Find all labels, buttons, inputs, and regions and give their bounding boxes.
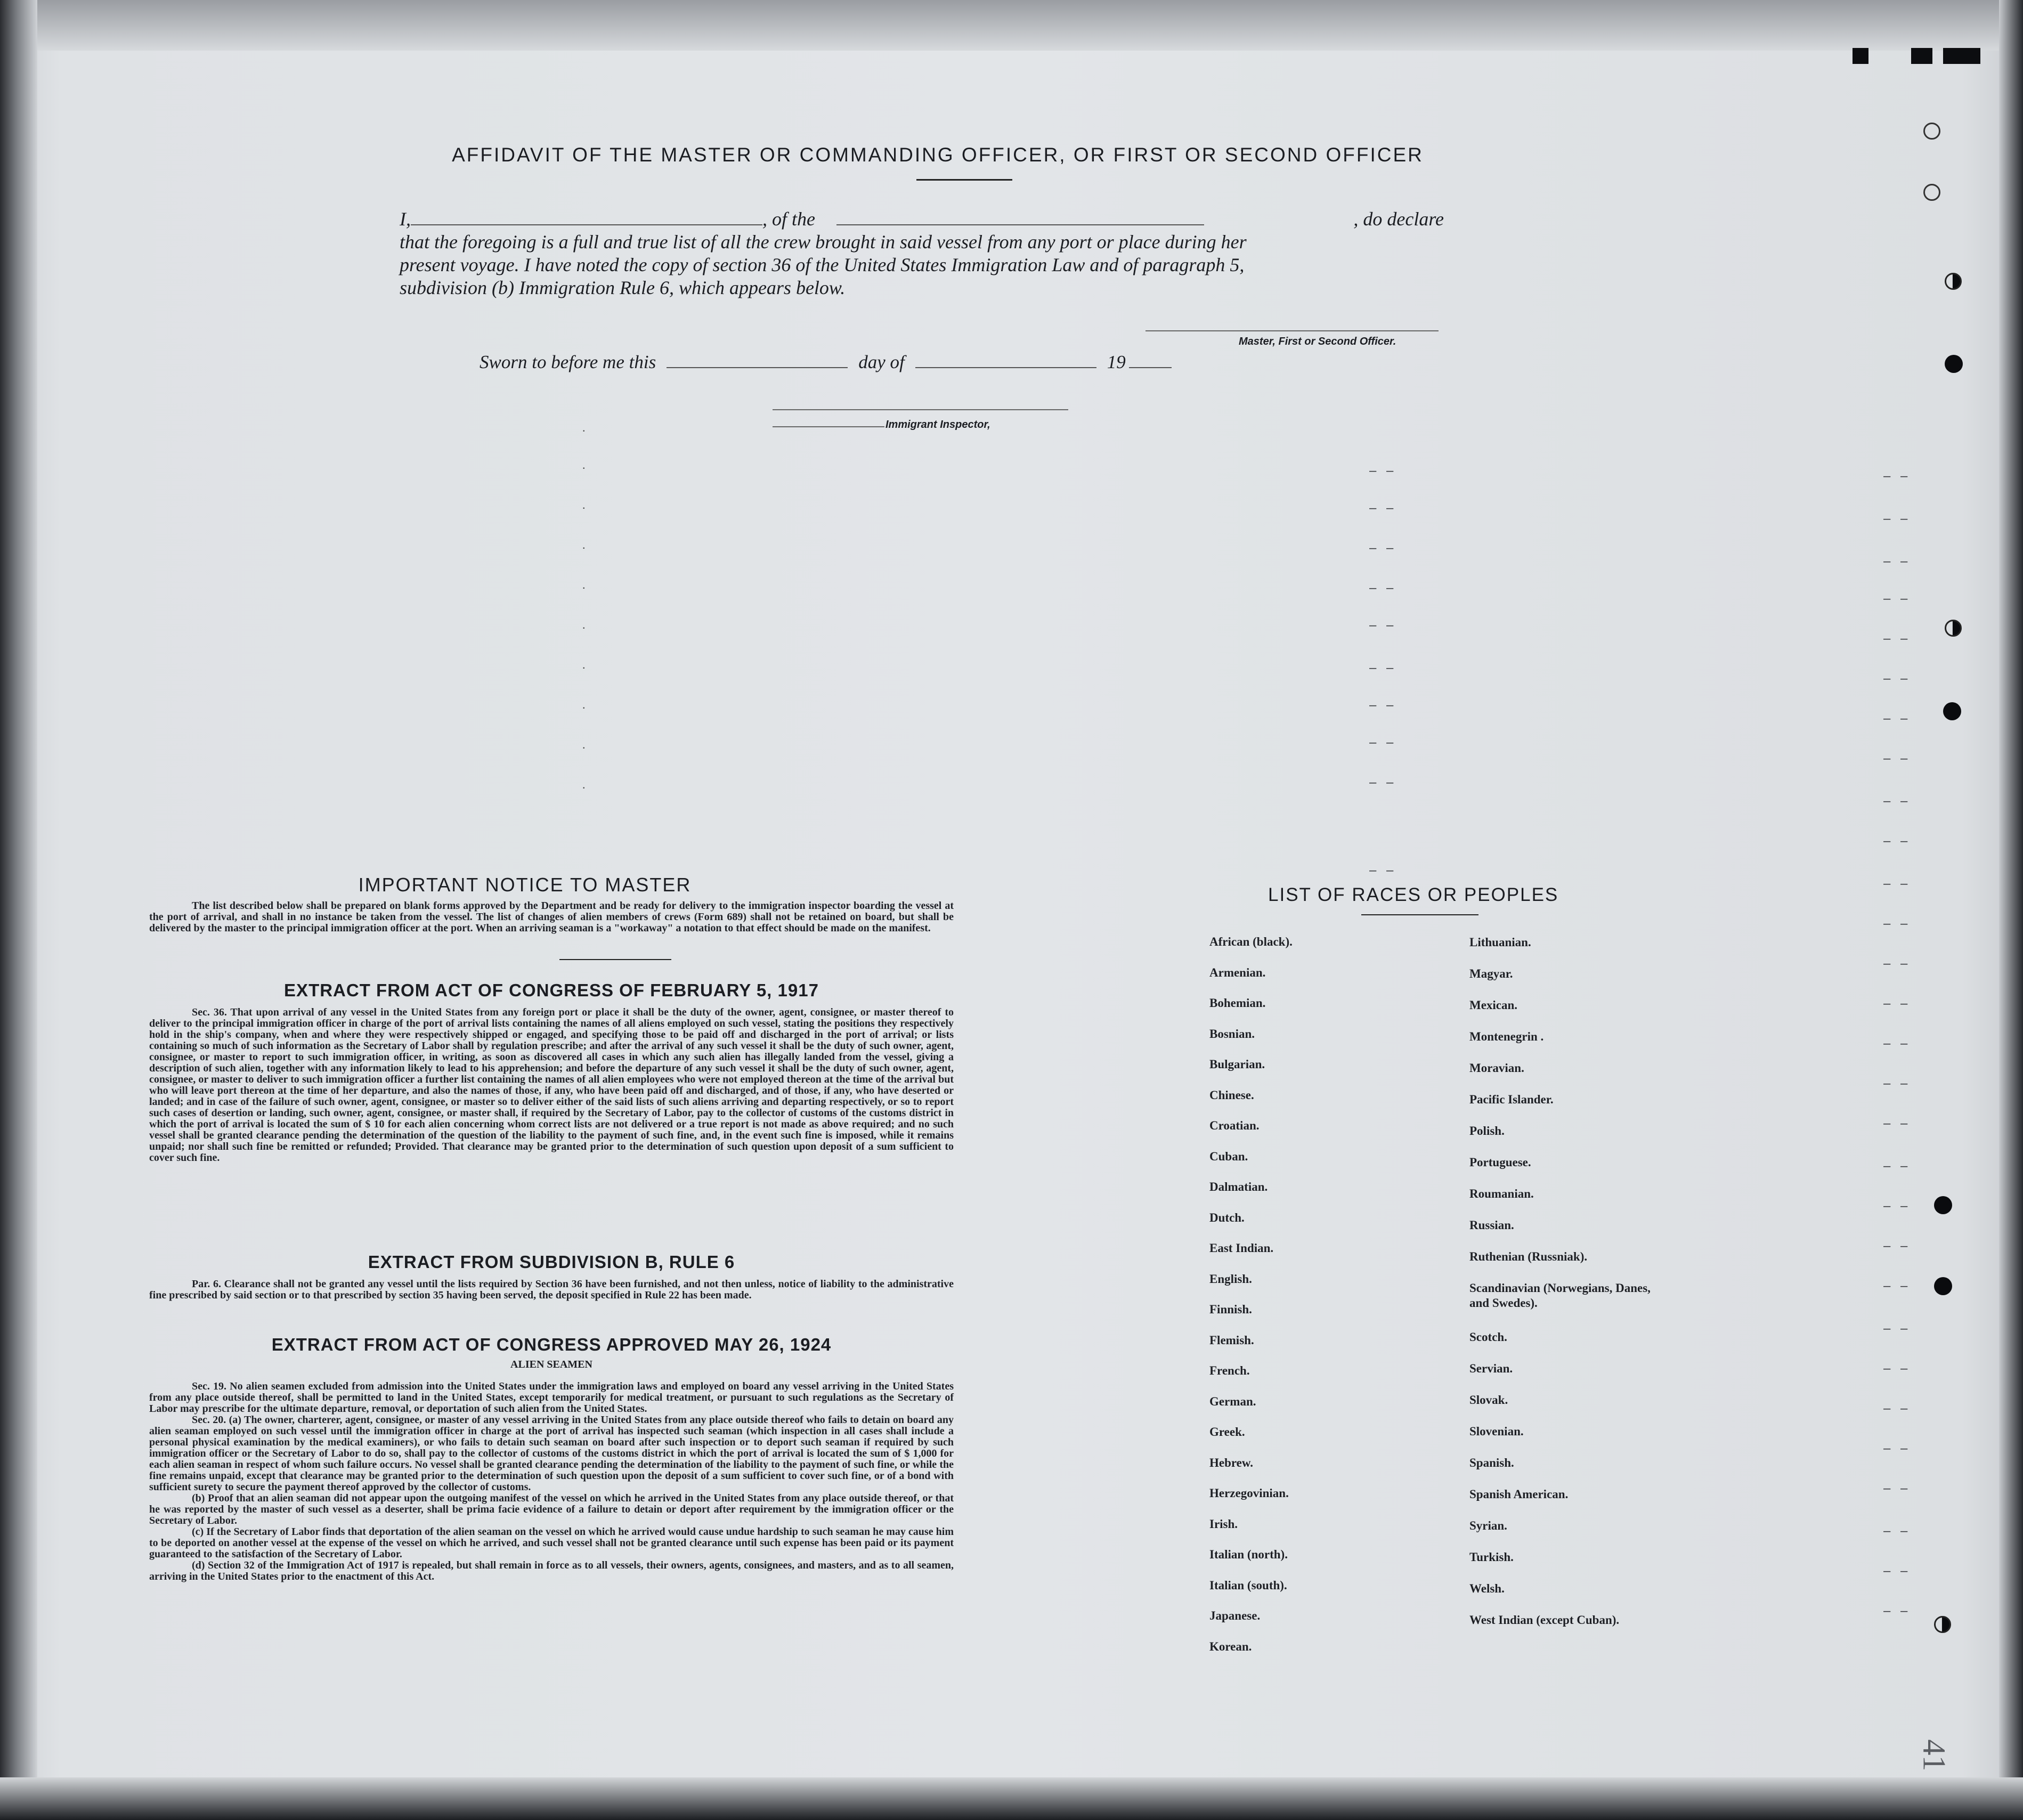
scan-right-edge [1999, 0, 2023, 1820]
race-item: Korean. [1209, 1639, 1252, 1653]
column-dash: – – [1883, 1199, 1911, 1213]
extract-1917-paragraph: Sec. 36. That upon arrival of any vessel in the United States from any foreign port or place it shall be the duty of the owner, agent, consignee, or master thereof to deliver to the principal immigration officer in charge of the port of arrival lists containing the names of all aliens employed on such vessel, stating the positions they respectively hold in the ship's company, when and where they were respectively shipped or engaged, and specifying those to be paid off and discharged in the port of arrival; or lists containing so much of such information as the Secretary of Labor shall by regulation prescribe; and after the arrival of any such vessel it shall be the duty of such owner, agent, consignee, or master to report to such immigration officer, in writing, as soon as discovered all cases in which any such alien has illegally landed from the vessel, giving a description of such alien, together with any information likely to lead to his apprehension; and before the departure of any such vessel it shall be the duty of such owner, agent, consignee, or master to deliver to such immigration officer a further list containing the names of all alien employees who were not employed thereon at the time of the arrival but who will leave port thereon at the time of her departure, and also the names of those, if any, who have been paid off and discharged, and of those, if any, who have deserted or landed; and in case of the failure of such owner, agent, consignee, or master so to deliver either of the said lists of such aliens arriving and departing respectively, or so to report such cases of desertion or landing, such owner, agent, consignee, or master shall, if required by the Secretary of Labor, pay to the collector of customs of the customs district in which the port of arrival is located the sum of $ 10 for each alien concerning whom correct lists are not delivered or a true report is not made as above required; and no such vessel shall be granted clearance pending the determination of the question of the liability to the payment of such fine, and, in the event such fine is imposed, while it remains unpaid; nor shall such fine be remitted or refunded; Provided. That clearance may be granted prior to the determination of such question upon deposit of a sum sufficient to cover such fine. [149, 1006, 954, 1164]
vessel-blank[interactable] [836, 209, 1204, 225]
rule6-paragraph: Par. 6. Clearance shall not be granted any vessel until the lists required by Section 36 have been furnished, and not then unless, notice of liability to the administrative fine prescribed by said section or to that prescribed by section 35 having been served, the deposit specified in Rule 22 has been made. [149, 1278, 954, 1301]
binder-hole [1945, 620, 1962, 637]
race-item: Slovenian. [1469, 1425, 1524, 1438]
race-item: Bosnian. [1209, 1027, 1255, 1041]
inspector-caption: Immigrant Inspector, [885, 419, 990, 430]
sworn-day-label: day of [858, 352, 905, 372]
affidavit-i: I, [400, 208, 411, 230]
race-item: Hebrew. [1209, 1456, 1253, 1469]
races-rule [1361, 914, 1478, 915]
race-item: Bohemian. [1209, 996, 1266, 1010]
column-dash: – – [1883, 1321, 1911, 1336]
race-item: Lithuanian. [1469, 936, 1531, 949]
race-item: Scandinavian (Norwegians, Danes, and Swedes). [1469, 1281, 1651, 1310]
column-dot: . [582, 738, 586, 751]
race-item: Armenian. [1209, 965, 1266, 979]
race-item: Croatian. [1209, 1119, 1260, 1132]
race-item: Italian (south). [1209, 1578, 1287, 1592]
race-item: Turkish. [1469, 1550, 1514, 1564]
column-dash: – – [1369, 581, 1397, 595]
column-dash: – – [1369, 698, 1397, 712]
extract-1924-body [149, 1381, 954, 1582]
column-dot: . [582, 498, 586, 511]
master-signature-line[interactable] [1145, 330, 1439, 331]
extract-1924-sec20a: Sec. 20. (a) The owner, charterer, agent, consignee, or master of any vessel arriving in the United States from any place outside thereof who fails to detain on board any alien seaman employed on such vessel until the immigration officer in charge at the port of arrival has inspected such seaman (which inspection in all cases shall include a personal physical examination by the medical examiners), or who fails to detain such seaman on board after such inspection or to deport such seaman if required by such immigration officer or the Secretary of Labor to do so, shall pay to the collector of customs of the customs district in which the port of arrival is located the sum of $ 1,000 for each alien seaman in respect of whom such failure occurs. No vessel shall be granted clearance pending the determination of the liability to the payment of such fine, or while the fine remains unpaid, except that clearance may be granted prior to the determination of such question upon the deposit of a sum sufficient to cover such fine, or of a bond with sufficient surety to secure the payment thereof approved by the collector of customs. [149, 1414, 954, 1493]
column-dash: – – [1369, 863, 1397, 878]
column-dot: . [582, 618, 586, 631]
column-dash: – – [1883, 1076, 1911, 1091]
binder-hole [1943, 702, 1961, 720]
name-blank[interactable] [411, 209, 762, 225]
column-dash: – – [1883, 1036, 1911, 1051]
race-item: Spanish. [1469, 1456, 1514, 1469]
extract-1924-sec20b: (b) Proof that an alien seaman did not appear upon the outgoing manifest of the vessel on which he arrived in the United States from any place outside thereof, or that he was reported by the master of such vessel as a deserter, shall be prima facie evidence of a failure to detain or deport after requirement by the immigration officer or the Secretary of Labor. [149, 1492, 954, 1526]
race-item: Welsh. [1469, 1582, 1505, 1595]
binder-hole [1923, 184, 1940, 201]
race-item: Bulgarian. [1209, 1058, 1265, 1071]
race-item: Ruthenian (Russniak). [1469, 1250, 1588, 1263]
extract-1924-sec20d: (d) Section 32 of the Immigration Act of 1917 is repealed, but shall remain in force as to all vessels, their owners, agents, consignees, and masters, and as to all seamen, arriving in the United States prior to the enactment of this Act. [149, 1559, 954, 1582]
extract-1924-sec20c: (c) If the Secretary of Labor finds that deportation of the alien seaman on the vessel on which he arrived would cause undue hardship to such seaman he may cause him to be deported on another vessel at the expense of the vessel on which he arrived, and such vessel shall not be granted clearance until such expense has been paid or its payment guaranteed to the satisfaction of the Secretary of Labor. [149, 1526, 954, 1560]
column-dash: – – [1883, 1604, 1911, 1618]
column-dash: – – [1883, 711, 1911, 726]
affidavit-title: AFFIDAVIT OF THE MASTER OR COMMANDING OFFICER, OR FIRST OR SECOND OFFICER [452, 144, 1424, 166]
race-item: Dutch. [1209, 1210, 1245, 1224]
master-caption: Master, First or Second Officer. [1239, 336, 1396, 347]
registration-marks [1853, 48, 1991, 69]
affidavit-declare: , do declare [1353, 208, 1444, 230]
column-dash: – – [1883, 1116, 1911, 1131]
column-dash: – – [1883, 631, 1911, 646]
race-item: West Indian (except Cuban). [1469, 1613, 1620, 1627]
notice-body [149, 900, 954, 934]
column-dot: . [582, 421, 586, 434]
column-dash: – – [1369, 775, 1397, 790]
race-item: Dalmatian. [1209, 1180, 1268, 1193]
race-item: Syrian. [1469, 1519, 1507, 1532]
column-dash: – – [1883, 751, 1911, 766]
rule6-title: EXTRACT FROM SUBDIVISION B, RULE 6 [368, 1252, 735, 1272]
column-dash: – – [1883, 1481, 1911, 1496]
column-dash: – – [1883, 1159, 1911, 1173]
binder-hole [1945, 355, 1963, 373]
race-item: Roumanian. [1469, 1187, 1534, 1200]
column-dash: – – [1883, 794, 1911, 808]
race-item: Russian. [1469, 1218, 1514, 1232]
column-dash: – – [1883, 469, 1911, 483]
race-item: English. [1209, 1272, 1252, 1286]
extract-1917-body [149, 1007, 954, 1164]
race-item: East Indian. [1209, 1241, 1274, 1255]
race-item: Greek. [1209, 1425, 1245, 1439]
column-dash: – – [1369, 541, 1397, 555]
binder-hole [1934, 1277, 1952, 1295]
affidavit-body [400, 208, 1444, 299]
race-item: Flemish. [1209, 1333, 1254, 1347]
column-dash: – – [1883, 1279, 1911, 1293]
column-dot: . [582, 698, 586, 711]
race-item: Slovak. [1469, 1393, 1508, 1407]
column-dash: – – [1883, 1361, 1911, 1376]
extract-1924-title: EXTRACT FROM ACT OF CONGRESS APPROVED MAY 26, 1924 [271, 1335, 832, 1354]
column-dash: – – [1369, 735, 1397, 750]
sworn-year-label: 19 [1107, 352, 1126, 372]
column-dash: – – [1883, 1441, 1911, 1456]
race-item: Spanish American. [1469, 1488, 1569, 1501]
binder-hole [1923, 123, 1940, 140]
inspector-signature-line-upper[interactable] [773, 409, 1068, 410]
title-underline [916, 179, 1012, 181]
race-item: Chinese. [1209, 1088, 1254, 1102]
race-item: Finnish. [1209, 1303, 1252, 1316]
race-item: German. [1209, 1394, 1256, 1408]
affidavit-line2: that the foregoing is a full and true list of all the crew brought in said vessel from any port or place during her [400, 231, 1247, 253]
affidavit-line4: subdivision (b) Immigration Rule 6, which appears below. [400, 277, 846, 298]
inspector-signature-line-lower[interactable] [773, 426, 884, 427]
column-dash: – – [1883, 1239, 1911, 1253]
race-item: Herzegovinian. [1209, 1486, 1289, 1500]
scan-bottom-edge [0, 1777, 2023, 1820]
notice-title: IMPORTANT NOTICE TO MASTER [358, 874, 692, 896]
race-item: African (black). [1209, 935, 1293, 948]
race-item: Magyar. [1469, 967, 1513, 980]
race-item: Polish. [1469, 1124, 1505, 1138]
column-dash: – – [1883, 834, 1911, 848]
column-dash: – – [1883, 591, 1911, 606]
notice-rule [559, 959, 671, 960]
column-dash: – – [1883, 511, 1911, 526]
rule6-body [149, 1279, 954, 1301]
race-item: Scotch. [1469, 1330, 1507, 1344]
column-dash: – – [1369, 501, 1397, 515]
column-dash: – – [1883, 1564, 1911, 1578]
column-dash: – – [1369, 618, 1397, 632]
column-dash: – – [1883, 956, 1911, 971]
sworn-prefix: Sworn to before me this [480, 352, 656, 372]
column-dash: – – [1883, 916, 1911, 931]
sworn-line [480, 352, 1172, 373]
binder-hole [1934, 1196, 1952, 1214]
column-dot: . [582, 658, 586, 671]
scan-left-edge [0, 0, 37, 1820]
sworn-year-blank[interactable] [1129, 367, 1172, 368]
column-dash: – – [1883, 876, 1911, 891]
race-item: Montenegrin . [1469, 1030, 1544, 1043]
sworn-day-blank[interactable] [667, 367, 848, 368]
scan-top-edge [0, 0, 2023, 51]
extract-1917-title: EXTRACT FROM ACT OF CONGRESS OF FEBRUARY 5, 1917 [284, 980, 819, 1000]
column-dash: – – [1883, 1401, 1911, 1416]
handwritten-page-number: 41 [1916, 1739, 1952, 1772]
affidavit-of-the: , of the [762, 208, 815, 230]
binder-hole [1945, 273, 1962, 290]
affidavit-line3: present voyage. I have noted the copy of section 36 of the United States Immigration Law and of paragraph 5, [400, 254, 1245, 275]
race-item: Servian. [1469, 1362, 1513, 1375]
notice-paragraph: The list described below shall be prepared on blank forms approved by the Department and be ready for delivery to the immigration inspector boarding the vessel at the port of arrival, and shall in no instance be taken from the vessel. The list of changes of alien members of crews (Form 689) shall not be retained on board, but shall be delivered by the master to the principal immigration officer at the port. When an arriving seaman is a "workaway" a notation to that effect should be made on the manifest. [149, 900, 954, 934]
column-dash: – – [1883, 996, 1911, 1011]
column-dash: – – [1883, 671, 1911, 686]
race-item: Italian (north). [1209, 1548, 1288, 1561]
binder-hole [1934, 1616, 1951, 1633]
race-item: Japanese. [1209, 1609, 1261, 1622]
column-dash: – – [1369, 464, 1397, 478]
column-dot: . [582, 778, 586, 791]
column-dot: . [582, 578, 586, 591]
race-item: Irish. [1209, 1517, 1238, 1531]
race-item: Mexican. [1469, 998, 1518, 1012]
race-item: French. [1209, 1364, 1250, 1377]
race-item: Portuguese. [1469, 1156, 1531, 1169]
sworn-month-blank[interactable] [915, 367, 1096, 368]
race-item: Cuban. [1209, 1149, 1248, 1163]
race-item: Pacific Islander. [1469, 1093, 1554, 1106]
column-dash: – – [1369, 661, 1397, 675]
race-item: Moravian. [1469, 1061, 1524, 1075]
column-dash: – – [1883, 1524, 1911, 1538]
column-dash: – – [1883, 554, 1911, 568]
races-title: LIST OF RACES OR PEOPLES [1268, 884, 1559, 905]
extract-1924-sec19: Sec. 19. No alien seamen excluded from admission into the United States under the immigration laws and employed on board any vessel arriving in the United States from any place outside thereof, shall be permitted to land in the United States, except temporarily for medical treatment, or pursuant to such regulations as the Secretary of Labor may prescribe for the ultimate departure, removal, or deportation of such alien from the United States. [149, 1380, 954, 1415]
column-dot: . [582, 458, 586, 472]
column-dot: . [582, 538, 586, 551]
alien-seamen-subtitle: ALIEN SEAMEN [510, 1359, 592, 1370]
